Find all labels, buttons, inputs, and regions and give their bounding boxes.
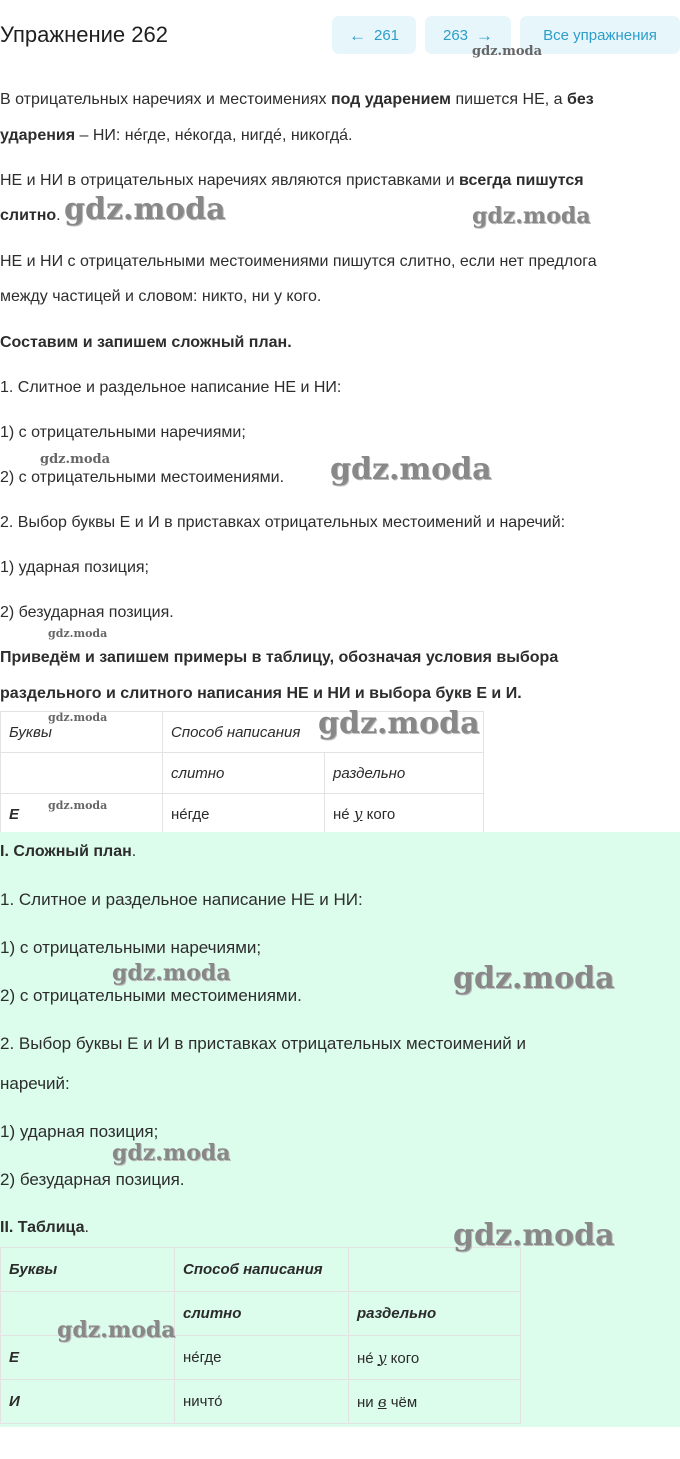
rule-paragraph-2 [0,171,584,191]
watermark: gdz.moda [318,706,480,741]
answer-section-dot: . [131,843,137,860]
answer-item-1-2: 2) с отрицательными местоимениями. [0,986,302,1005]
prev-exercise-button[interactable] [332,16,416,54]
table-subheader-separate: раздельно [325,753,484,794]
answer-item-2: 2. Выбор буквы Е и И в приставках отрицательных местоимений и [0,1034,526,1053]
watermark: gdz.moda [472,44,543,59]
watermark: gdz.moda [64,192,226,227]
answer-item-2-cont: наречий: [0,1074,70,1093]
watermark: gdz.moda [40,452,111,467]
examples-line-2: раздельного и слитного написания НЕ и НИ и выбора букв Е и И. [0,685,522,702]
preposition: у [353,805,363,823]
table-cell-letter: Е [1,1336,175,1380]
next-exercise-label: 263 [442,26,469,44]
rule-paragraph-1-cont [0,126,353,146]
watermark: gdz.moda [330,452,492,487]
answer-item-1-1: 1) с отрицательными наречиями; [0,938,262,957]
rule-paragraph-3-cont: между частицей и словом: никто, ни у кого. [0,288,322,305]
word-part: ни [357,1393,378,1411]
preposition: в [377,1392,387,1411]
table-row [1,753,484,794]
table-cell-letter: И [1,1380,175,1424]
plan-item-2: 2. Выбор буквы Е и И в приставках отрицательных местоимений и наречий: [0,514,566,531]
examples-line-1: Приведём и запишем примеры в таблицу, обозначая условия выбора [0,649,559,666]
table-cell-separate [349,1380,521,1424]
all-exercises-button[interactable] [520,16,680,54]
table-row [1,1380,521,1424]
rule-text: – НИ: не́где, не́когда, нигде́, никогда́. [75,127,353,144]
watermark: gdz.moda [57,1317,176,1343]
word-part: кого [386,1349,420,1367]
all-exercises-label: Все упражнения [543,26,657,44]
rule-bold: под ударением [330,91,452,108]
answer-section-title: II. Таблица [0,1219,85,1236]
arrow-left-icon: ← [348,25,366,45]
plan-item-1: 1. Слитное и раздельное написание НЕ и НИ: [0,379,342,396]
answer-section-2 [0,1218,89,1238]
table-header-letters: Буквы [1,712,163,753]
table-subheader-separate: раздельно [349,1292,521,1336]
table-cell-empty [349,1248,521,1292]
watermark: gdz.moda [453,1218,615,1253]
arrow-right-icon: → [476,25,494,45]
rule-text: пишется НЕ, а [451,91,567,108]
rule-paragraph-2-cont [0,206,61,226]
table-header-method: Способ написания [163,712,484,753]
plan-item-1-2: 2) с отрицательными местоимениями. [0,469,285,486]
table-subheader-fused: слитно [163,753,325,794]
table-cell-fused: не́где [163,794,325,835]
table-cell-fused: не́где [175,1336,349,1380]
table-cell-separate [325,794,484,835]
answer-item-1: 1. Слитное и раздельное написание НЕ и НИ: [0,890,363,909]
watermark: gdz.moda [48,627,108,640]
answer-item-2-2: 2) безударная позиция. [0,1170,185,1189]
preposition: у [377,1348,387,1367]
rule-text: НЕ и НИ в отрицательных наречиях являются приставками и [0,172,460,189]
answer-section-1 [0,842,136,862]
word-part: не́ [357,1349,374,1367]
plan-item-1-1: 1) с отрицательными наречиями; [0,424,246,441]
answer-section-dot: . [84,1219,89,1236]
table-header-letters: Буквы [1,1248,175,1292]
table-cell-letter: Е [1,794,163,835]
watermark: gdz.moda [453,961,615,996]
table-cell-empty [1,753,163,794]
watermark: gdz.moda [48,799,108,812]
word-part: чём [386,1393,418,1411]
watermark: gdz.moda [112,1140,231,1166]
prev-exercise-label: 261 [373,26,400,44]
plan-heading: Составим и запишем сложный план. [0,334,292,351]
rule-bold: ударения [0,127,76,144]
page-header [0,0,680,70]
rule-text: . [56,207,61,224]
rule-text: В отрицательных наречиях и местоимениях [0,91,331,108]
word-part: кого [362,806,396,823]
watermark: gdz.moda [48,711,108,724]
rule-paragraph-3: НЕ и НИ с отрицательными местоимениями пишутся слитно, если нет предлога [0,253,597,270]
answer-section-title: I. Сложный план [0,843,132,860]
plan-item-2-2: 2) безударная позиция. [0,604,174,621]
rule-bold: слитно [0,207,57,224]
word-part: не́ [333,806,350,823]
answer-item-2-1: 1) ударная позиция; [0,1122,159,1141]
table-cell-separate [349,1336,521,1380]
plan-item-2-1: 1) ударная позиция; [0,559,149,576]
watermark: gdz.moda [112,960,231,986]
table-header-method: Способ написания [175,1248,349,1292]
page-title: Упражнение 262 [0,22,168,47]
table-row [1,1248,521,1292]
rule-paragraph-1 [0,90,594,110]
table-subheader-fused: слитно [175,1292,349,1336]
rule-bold: без [566,91,594,108]
watermark: gdz.moda [472,203,591,229]
rule-bold: всегда пишутся [459,172,584,189]
table-cell-fused: ничто́ [175,1380,349,1424]
